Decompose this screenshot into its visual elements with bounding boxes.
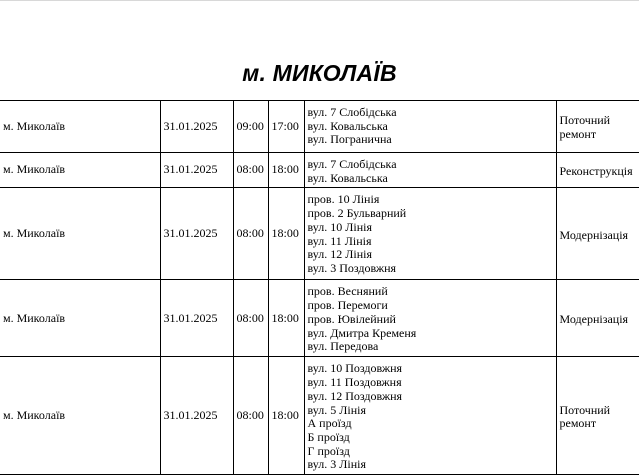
end-time-cell: 18:00 bbox=[268, 188, 304, 280]
end-time-cell: 18:00 bbox=[268, 357, 304, 475]
work-type-cell: Поточний ремонт bbox=[556, 101, 639, 153]
street-item: Б проїзд bbox=[307, 429, 350, 444]
table-row bbox=[0, 280, 639, 357]
date-cell: 31.01.2025 bbox=[160, 153, 233, 188]
start-time-cell: 08:00 bbox=[233, 153, 268, 188]
date-cell: 31.01.2025 bbox=[160, 357, 233, 475]
table-row bbox=[0, 153, 639, 188]
street-item: А проїзд bbox=[307, 416, 352, 431]
end-time-cell: 18:00 bbox=[268, 153, 304, 188]
city-cell: м. Миколаїв bbox=[0, 153, 160, 188]
street-item: вул. Погранична bbox=[307, 132, 392, 147]
street-item: вул. Ковальська bbox=[307, 118, 388, 133]
streets-cell bbox=[304, 101, 556, 153]
streets-cell bbox=[304, 280, 556, 357]
street-item: вул. Ковальська bbox=[307, 170, 388, 185]
top-divider bbox=[0, 0, 639, 1]
street-item: вул. 3 Лінія bbox=[307, 457, 366, 472]
table-row bbox=[0, 188, 639, 280]
work-type-cell: Модернізація bbox=[556, 188, 639, 280]
street-item: вул. 12 Лінія bbox=[307, 247, 372, 262]
outage-schedule-table bbox=[0, 100, 639, 475]
street-item: Г проїзд bbox=[307, 443, 350, 458]
street-item: вул. 7 Слобідська bbox=[307, 157, 397, 171]
city-cell: м. Миколаїв bbox=[0, 280, 160, 357]
street-item: вул. 7 Слобідська bbox=[307, 105, 397, 119]
city-cell: м. Миколаїв bbox=[0, 101, 160, 153]
end-time-cell: 18:00 bbox=[268, 280, 304, 357]
city-cell: м. Миколаїв bbox=[0, 188, 160, 280]
street-item: вул. Передова bbox=[307, 339, 379, 354]
street-item: вул. 5 Лінія bbox=[307, 402, 366, 417]
street-item: пров. 2 Бульварний bbox=[307, 206, 407, 221]
date-cell: 31.01.2025 bbox=[160, 280, 233, 357]
date-cell: 31.01.2025 bbox=[160, 188, 233, 280]
start-time-cell: 08:00 bbox=[233, 188, 268, 280]
street-item: пров. Весняний bbox=[307, 284, 388, 299]
street-item: вул. 3 Поздовжня bbox=[307, 260, 397, 275]
table-row bbox=[0, 357, 639, 475]
streets-cell bbox=[304, 357, 556, 475]
city-cell: м. Миколаїв bbox=[0, 357, 160, 475]
start-time-cell: 08:00 bbox=[233, 357, 268, 475]
start-time-cell: 09:00 bbox=[233, 101, 268, 153]
page-title: м. МИКОЛАЇВ bbox=[242, 60, 397, 86]
street-item: вул. 11 Поздовжня bbox=[307, 375, 402, 390]
streets-cell bbox=[304, 188, 556, 280]
table-row bbox=[0, 101, 639, 153]
start-time-cell: 08:00 bbox=[233, 280, 268, 357]
schedule-body bbox=[0, 101, 639, 475]
street-item: вул. 11 Лінія bbox=[307, 233, 372, 248]
work-type-cell: Реконструкція bbox=[556, 153, 639, 188]
street-item: вул. Дмитра Кременя bbox=[307, 325, 417, 340]
end-time-cell: 17:00 bbox=[268, 101, 304, 153]
date-cell: 31.01.2025 bbox=[160, 101, 233, 153]
work-type-cell: Поточний ремонт bbox=[556, 357, 639, 475]
street-item: пров. Ювілейний bbox=[307, 311, 396, 326]
work-type-cell: Модернізація bbox=[556, 280, 639, 357]
street-item: пров. Перемоги bbox=[307, 298, 388, 313]
streets-cell bbox=[304, 153, 556, 188]
street-item: вул. 12 Поздовжня bbox=[307, 388, 403, 403]
street-item: пров. 10 Лінія bbox=[307, 192, 380, 207]
street-item: вул. 10 Поздовжня bbox=[307, 361, 403, 376]
street-item: вул. 10 Лінія bbox=[307, 219, 372, 234]
